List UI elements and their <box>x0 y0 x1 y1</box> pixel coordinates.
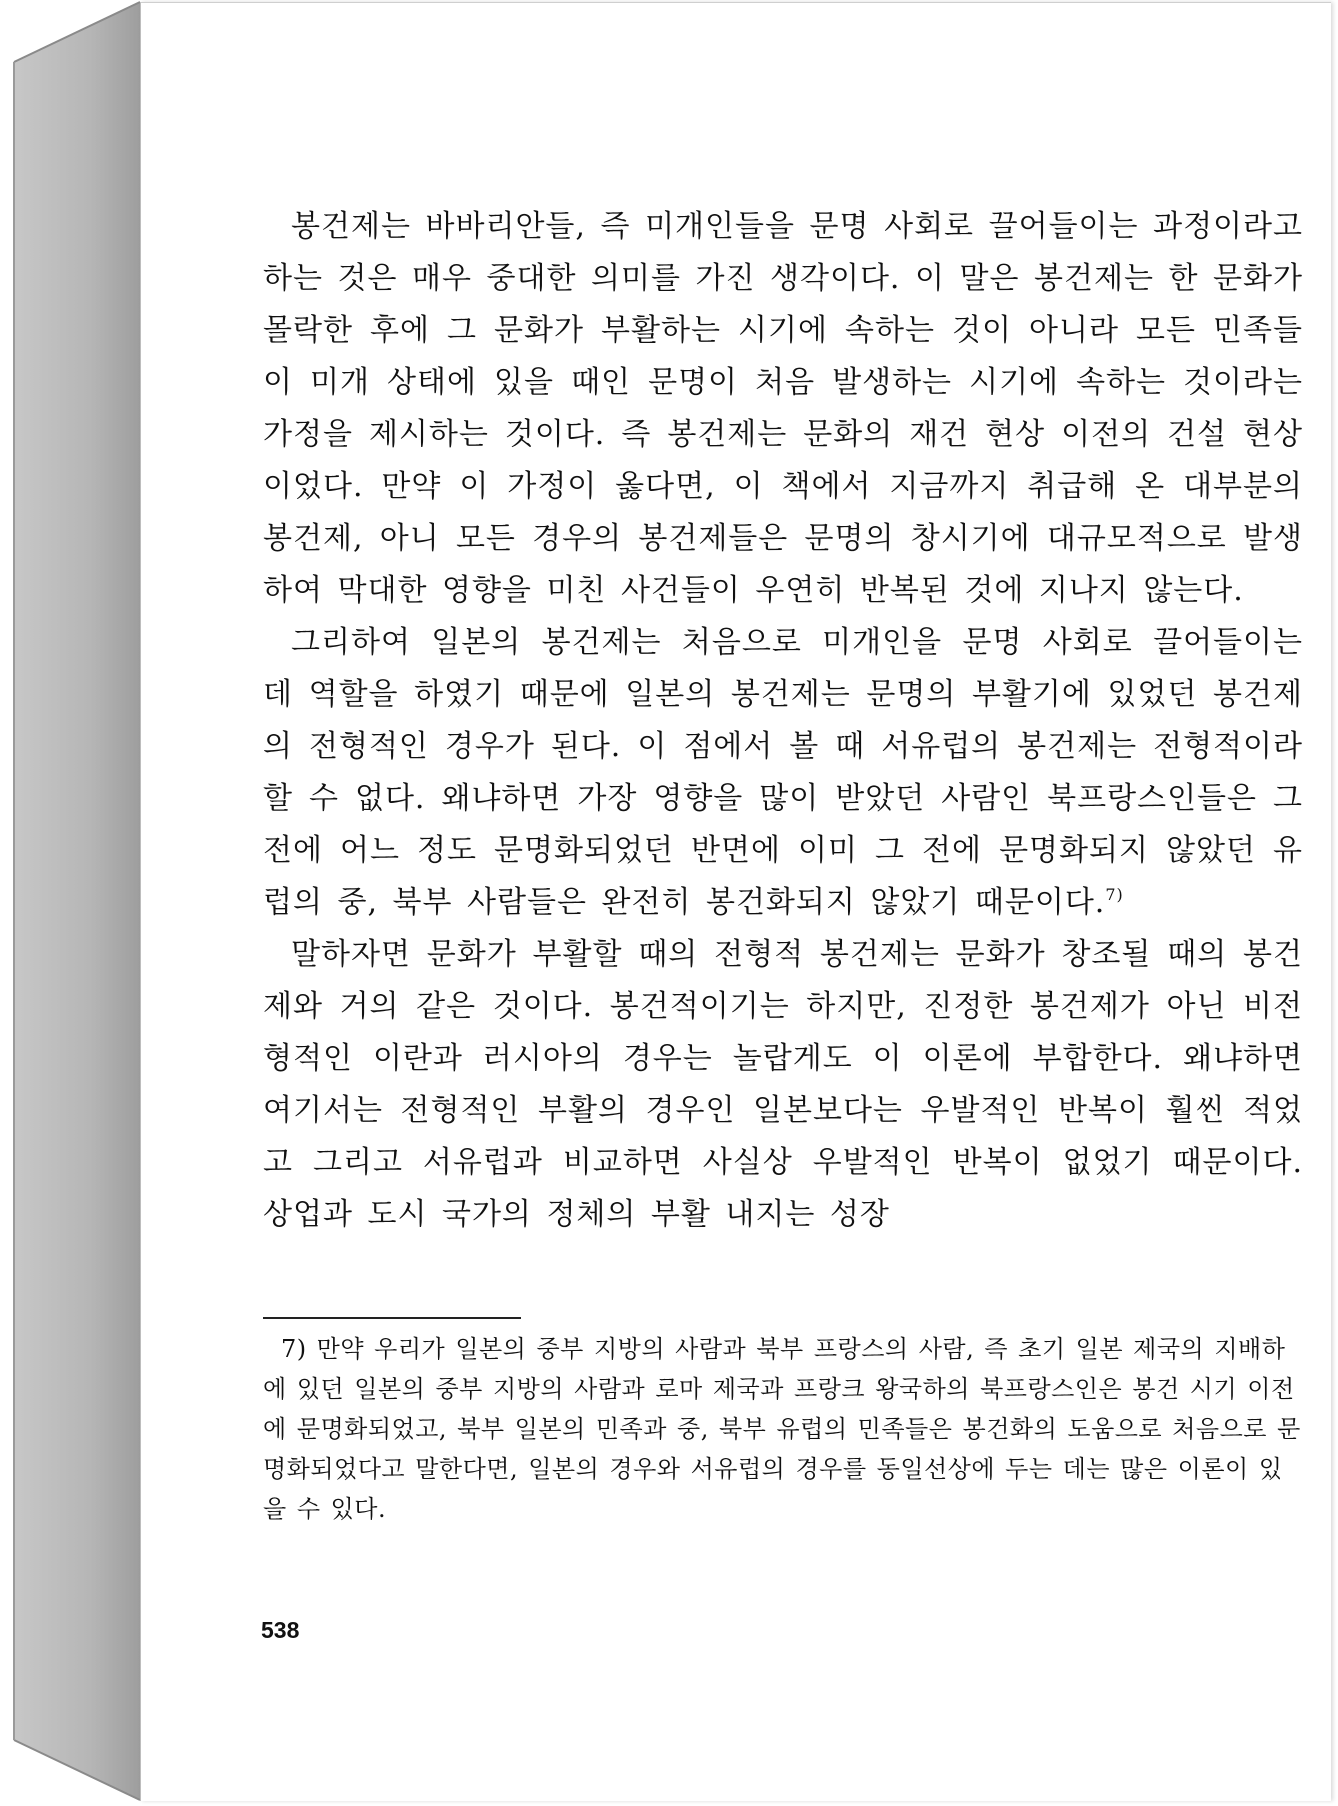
paragraph <box>263 617 1303 929</box>
body-text <box>263 201 1303 1241</box>
paragraph: 말하자면 문화가 부활할 때의 전형적 봉건제는 문화가 창조될 때의 봉건제와 거의 같은 것이다. 봉건적이기는 하지만, 진정한 봉건제가 아닌 비전형적인 이란과 러시아의 경우는 놀랍게도 이 이론에 부합한다. 왜냐하면 여기서는 전형적인 부활의 경우인 일본보다는 우발적인 반복이 훨씬 적었고 그리고 서유럽과 비교하면 사실상 우발적인 반복이 없었기 때문이다. 상업과 도시 국가의 정체의 부활 내지는 성장 <box>263 937 1303 1232</box>
footnote <box>263 1329 1303 1529</box>
paragraph-text: 그리하여 일본의 봉건제는 처음으로 미개인을 문명 사회로 끌어들이는 데 역할을 하였기 때문에 일본의 봉건제는 문명의 부활기에 있었던 봉건제의 전형적인 경우가 된다. 이 점에서 볼 때 서유럽의 봉건제는 전형적이라 할 수 없다. 왜냐하면 가장 영향을 많이 받았던 사람인 북프랑스인들은 그 전에 어느 정도 문명화되었던 반면에 이미 그 전에 문명화되지 않았던 유럽의 중, 북부 사람들은 완전히 봉건화되지 않았기 때문이다. <box>263 625 1304 920</box>
page-number: 538 <box>261 1617 300 1643</box>
footnote-reference: 7) <box>1105 885 1124 904</box>
book-page <box>140 2 1331 1801</box>
paragraph: 봉건제는 바바리안들, 즉 미개인들을 문명 사회로 끌어들이는 과정이라고 하는 것은 매우 중대한 의미를 가진 생각이다. 이 말은 봉건제는 한 문화가 몰락한 후에 그 문화가 부활하는 시기에 속하는 것이 아니라 모든 민족들이 미개 상태에 있을 때인 문명이 처음 발생하는 시기에 속하는 것이라는 가정을 제시하는 것이다. 즉 봉건제는 문화의 재건 현상 이전의 건설 현상이었다. 만약 이 가정이 옳다면, 이 책에서 지금까지 취급해 온 대부분의 봉건제, 아니 모든 경우의 봉건제들은 문명의 창시기에 대규모적으로 발생하여 막대한 영향을 미친 사건들이 우연히 반복된 것에 지나지 않는다. <box>263 209 1303 608</box>
footnote-divider <box>263 1317 521 1319</box>
book-spine <box>0 0 140 1806</box>
footnote-text: 만약 우리가 일본의 중부 지방의 사람과 북부 프랑스의 사람, 즉 초기 일본 제국의 지배하에 있던 일본의 중부 지방의 사람과 로마 제국과 프랑크 왕국하의 북프랑스인은 봉건 시기 이전에 문명화되었고, 북부 일본의 민족과 중, 북부 유럽의 민족들은 봉건화의 도움으로 처음으로 문명화되었다고 말한다면, 일본의 경우와 서유럽의 경우를 동일선상에 두는 데는 많은 이론이 있을 수 있다. <box>263 1335 1301 1523</box>
footnote-marker: 7) <box>281 1335 307 1363</box>
